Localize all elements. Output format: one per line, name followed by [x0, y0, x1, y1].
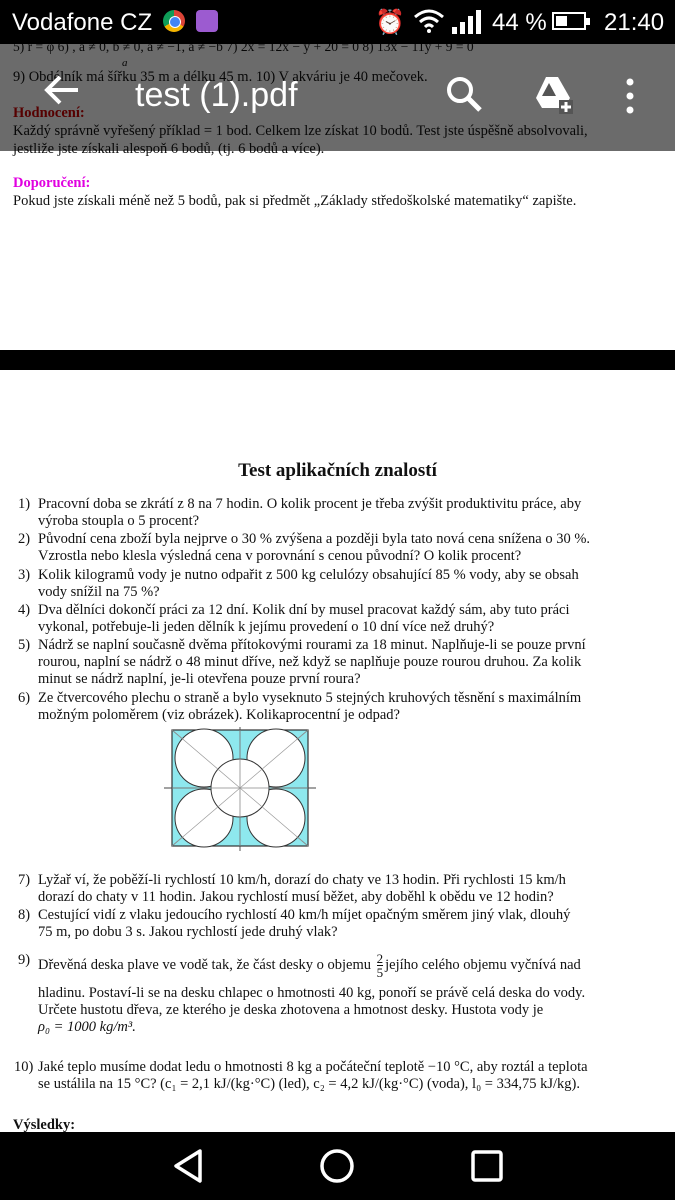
question-number: 10) [14, 1059, 34, 1075]
battery-percentage: 44 % [492, 9, 547, 36]
doporuceni-text: Pokud jste získali méně než 5 bodů, pak si předmět „Základy středoškolské matematiky“ zapište. [13, 193, 577, 209]
chrome-icon [163, 10, 185, 32]
nav-recents-icon[interactable] [466, 1145, 508, 1187]
page-title: Test aplikačních znalostí [238, 460, 437, 481]
nav-home-icon[interactable] [316, 1145, 358, 1187]
system-navigation-bar [0, 1132, 675, 1200]
question-number: 1) [18, 496, 31, 512]
back-arrow-icon[interactable] [40, 68, 84, 112]
question-3: 3) Kolik kilogramů vody je nutno odpařit z 500 kg celulózy obsahující 85 % vody, aby se obsah vody snížil na 75 %? [18, 567, 579, 600]
status-bar [0, 0, 675, 44]
carrier-name: Vodafone CZ [12, 9, 153, 36]
question-number: 5) [18, 637, 31, 653]
question-1: 1) Pracovní doba se zkrátí z 8 na 7 hodin. O kolik procent je třeba zvýšit produktivitu práce, aby výroba stoupla o 5 procent? [18, 496, 582, 529]
question-number: 2) [18, 531, 31, 547]
wifi-icon [413, 8, 445, 34]
question-number: 6) [18, 690, 31, 706]
results-label: Výsledky: [13, 1117, 76, 1132]
pdf-viewer-toolbar [0, 44, 675, 151]
question-9: 9) Dřevěná deska plave ve vodě tak, že část desky o objemu $\frac{2}{5}$ jejího celého objemu vyčnívá nad hladinu. Postaví-li se na desku chlapec o hmotnosti 40 kg, ponoří se právě celá deska do vody. Určete hustotu dřeva, ze kterého je deska zhotovena a hmotnost desky. Hustota vody je ρ₀ = 1000 kg/m³. [18, 951, 586, 1035]
more-vert-icon[interactable] [616, 74, 644, 118]
question-number: 7) [18, 872, 31, 888]
question-number: 4) [18, 602, 31, 618]
battery-icon [552, 12, 586, 30]
question-7: 7) Lyžař ví, že poběží-li rychlostí 10 km/h, dorazí do chaty ve 13 hodin. Při rychlosti 15 km/h dorazí do chaty v 11 hodin. Jakou rychlostí musí běžet, aby doběhl k obědu ve 12 hodin? [18, 872, 566, 905]
question-number: 3) [18, 567, 31, 583]
question-4: 4) Dva dělníci dokončí práci za 12 dní. Kolik dní by musel pracovat každý sám, aby tuto práci vykonal, potřebuje-li jeden dělník k jejímu provedení o 10 dní více než druhý? [18, 602, 570, 635]
alarm-icon: ⏰ [375, 9, 405, 36]
signal-icon [452, 10, 484, 34]
question-number: 8) [18, 907, 31, 923]
fraction: $\frac{2}{5}$ [376, 951, 384, 980]
clock: 21:40 [604, 9, 665, 36]
document-title: test (1).pdf [135, 76, 298, 114]
question-8: 8) Cestující vidí z vlaku jedoucího rychlostí 40 km/h míjet opačným směrem jiný vlak, dlouhý 75 m, po dobu 3 s. Jakou rychlostí jede druhý vlak? [18, 907, 571, 940]
circles-in-square-figure [164, 727, 316, 851]
gallery-icon [196, 10, 218, 32]
question-number: 9) [18, 952, 31, 968]
question-2: 2) Původní cena zboží byla nejprve o 30 % zvýšena a později byla tato nová cena snížena o 30 %. Vzrostla nebo klesla výsledná cena v porovnání s cenou původní? O kolik procent? [18, 531, 591, 564]
search-icon[interactable] [444, 74, 484, 114]
question-6: 6) Ze čtvercového plechu o straně a bylo vyseknuto 5 stejných kruhových těsnění s maximálním možným poloměrem (viz obrázek). Kolikaprocentní je odpad? [18, 690, 582, 723]
doporuceni-label: Doporučení: [13, 175, 91, 191]
question-10: 10) Jaké teplo musíme dodat ledu o hmotnosti 8 kg a počáteční teplotě −10 °C, aby roztál a teplota se ustálila na 15 °C? (c₁ = 2,1 kJ/(kg·°C) (led), c₂ = 4,2 kJ/(kg·°C) (voda), l₀ = 334,75 kJ/kg). [14, 1059, 588, 1092]
pdf-page-current [0, 370, 675, 1132]
drive-add-icon[interactable] [532, 74, 574, 114]
question-5: 5) Nádrž se naplní současně dvěma přítokovými rourami za 18 minut. Naplňuje-li se pouze první rourou, naplní se nádrž o 48 minut dříve, než když se naplňuje pouze rourou druhou. Za kolik minut se nádrž naplní, je-li otevřena pouze první roura? [18, 637, 586, 687]
nav-back-icon[interactable] [168, 1145, 210, 1187]
